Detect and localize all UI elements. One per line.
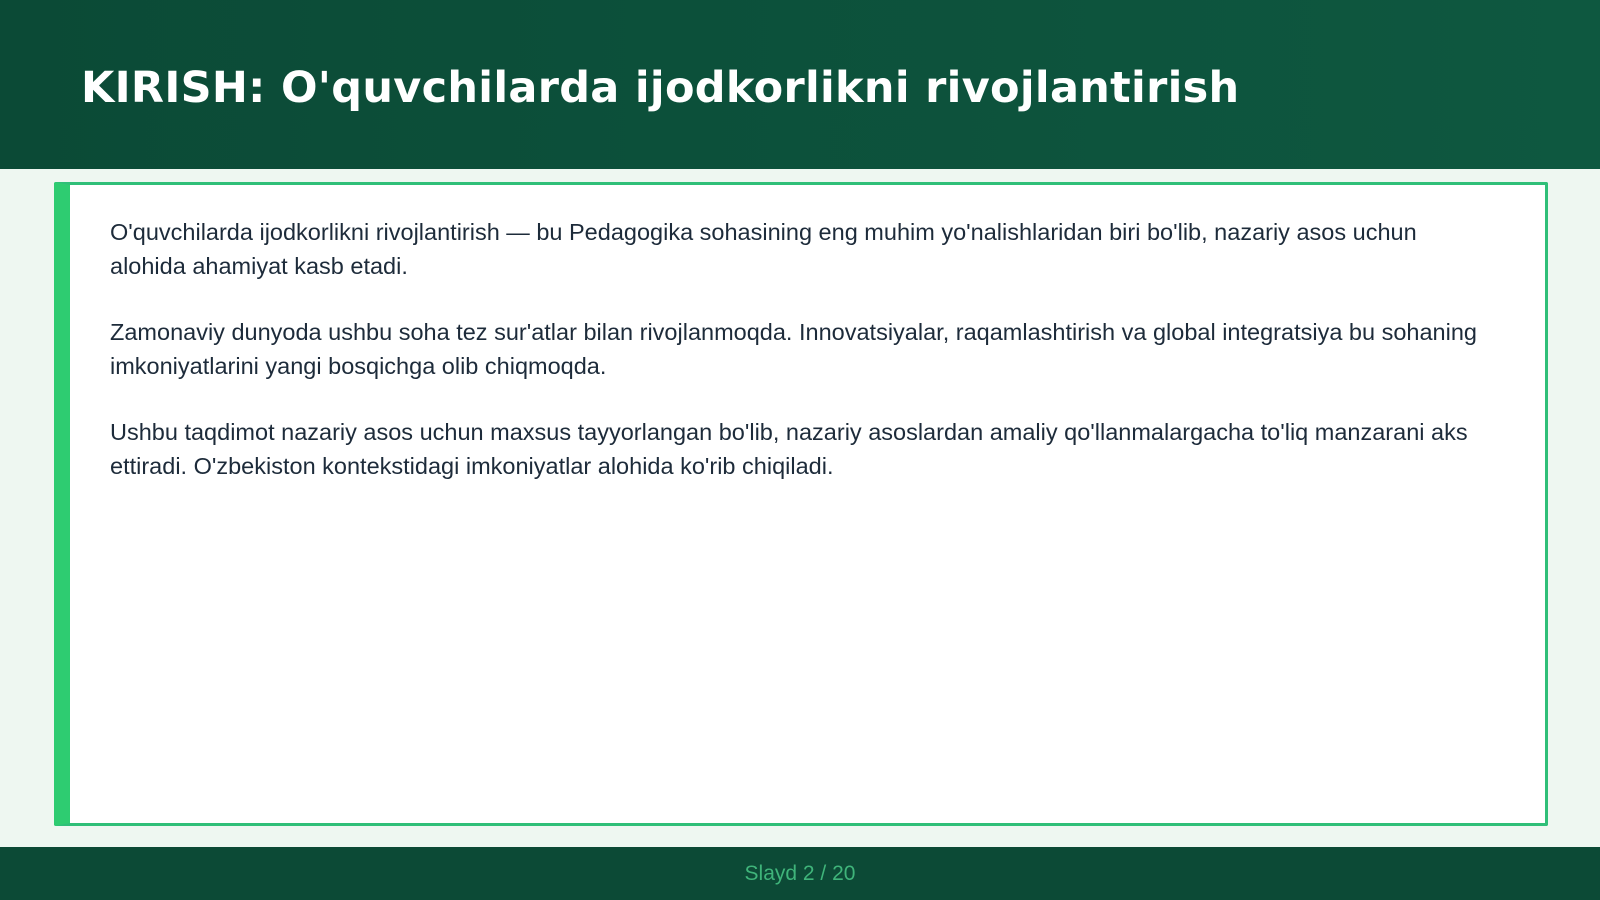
content-card [54,182,1548,826]
paragraph-intro: O'quvchilarda ijodkorlikni rivojlantirish — bu Pedagogika sohasining eng muhim yo'nalishlaridan biri bo'lib, nazariy asos uchun alohida ahamiyat kasb etadi. [110,219,1417,279]
slide-title: KIRISH: O'quvchilarda ijodkorlikni rivojlantirish [81,63,1240,113]
slide-header [0,0,1600,169]
paragraph-presentation-purpose: Ushbu taqdimot nazariy asos uchun maxsus tayyorlangan bo'lib, nazariy asoslardan amaliy qo'llanmalargacha to'liq manzarani aks ettiradi. O'zbekiston kontekstidagi imkoniyatlar alohida ko'rib chiqiladi. [110,419,1468,479]
slide-counter: Slayd 2 / 20 [744,862,856,885]
slide-footer [0,847,1600,900]
paragraph-modern-world: Zamonaviy dunyoda ushbu soha tez sur'atlar bilan rivojlanmoqda. Innovatsiyalar, raqamlashtirish va global integratsiya bu sohaning imkoniyatlarini yangi bosqichga olib chiqmoqda. [110,319,1477,379]
